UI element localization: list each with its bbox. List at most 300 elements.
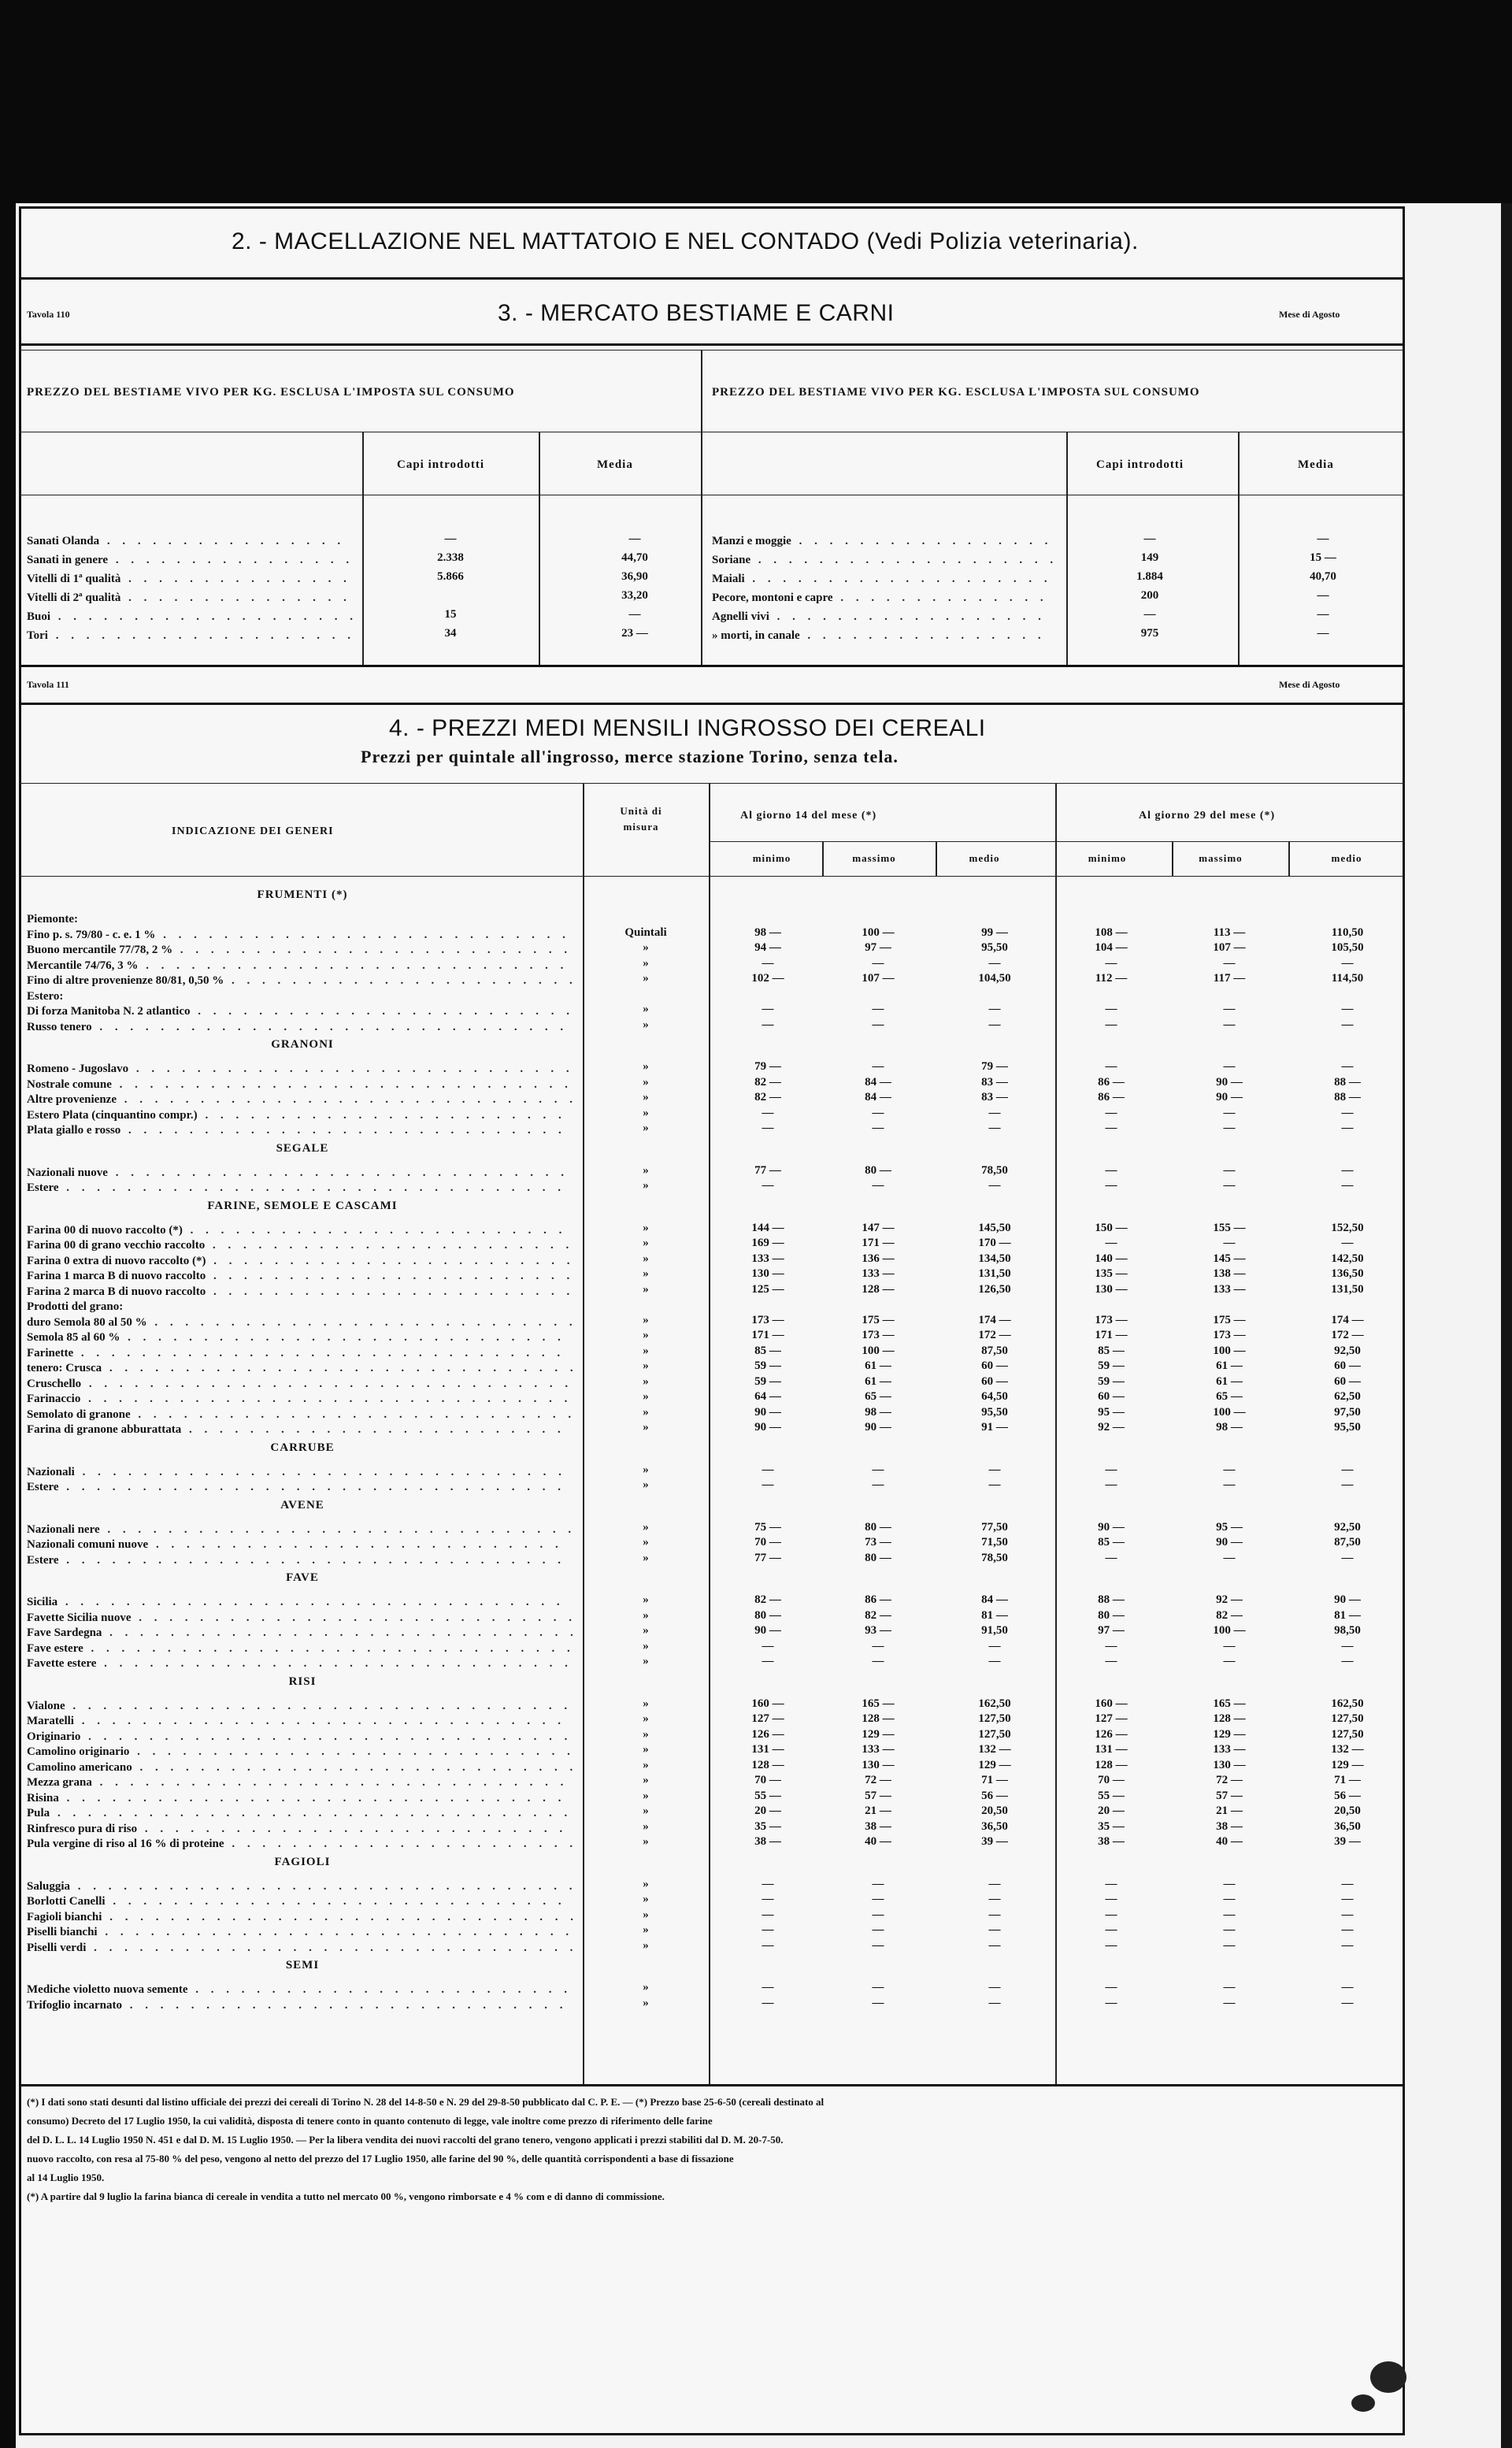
price-value: 128 — [751,1758,784,1771]
price-value: 126 — [1095,1727,1128,1741]
price-value: 127,50 [1331,1727,1364,1741]
price-value: 79 — [754,1060,781,1073]
unit-of-measure: » [643,1478,649,1491]
price-value: 92,50 [1334,1520,1361,1534]
price-value: 78,50 [981,1551,1008,1564]
price-value: 71,50 [981,1536,1008,1549]
unit-of-measure: » [643,1344,649,1357]
section3-left-header: PREZZO DEL BESTIAME VIVO PER KG. ESCLUSA L'IMPOSTA SUL CONSUMO [27,386,515,399]
unit-of-measure: » [643,1712,649,1725]
price-value: — [872,1923,884,1936]
unit-of-measure: » [643,1520,649,1534]
price-value: 61 — [1216,1359,1243,1372]
unit-of-measure: » [643,1804,649,1817]
price-value: 82 — [754,1593,781,1606]
leader-dots: . . . . . . . . . . . . . . . . . . . . . . . . . . . . . . . [99,1020,569,1033]
price-value: — [1105,1996,1117,2009]
price-value: 129 — [1213,1727,1246,1741]
price-value: 142,50 [1331,1252,1364,1265]
price-value: — [872,1003,884,1015]
price-value: 60 — [1098,1390,1125,1403]
price-value: 90 — [754,1624,781,1637]
price-value: — [872,1478,884,1491]
price-value: — [1223,1877,1236,1890]
price-value: 82 — [754,1091,781,1103]
price-value: 57 — [1216,1789,1243,1802]
price-value: — [988,1018,1001,1031]
price-value: 56 — [1334,1789,1361,1802]
cereal-row-label: Di forza Manitoba N. 2 atlantico . . . . . . . . . . . . . . . . . . . . . . . . . [27,1003,578,1020]
livestock-row-label: Pecore, montoni e capre . . . . . . . . . . . . . . [712,589,1058,606]
col-g14-header: Al giorno 14 del mese (*) [740,810,877,822]
price-value: — [1341,1893,1354,1905]
section3-title: 3. - MERCATO BESTIAME E CARNI [498,300,895,326]
price-value: 64 — [754,1390,781,1403]
price-value: — [1223,1996,1236,2009]
price-value: 100 — [862,925,895,939]
cereal-row-label: Prodotti del grano: [27,1300,124,1313]
price-value: 127 — [751,1712,784,1725]
leader-dots: . . . . . . . . . . . . . . . . . . . . . . . . . . . . . . . [99,1776,569,1789]
cereal-row-label: Buono mercantile 77/78, 2 % . . . . . . . . . . . . . . . . . . . . . . . . . . [27,941,578,959]
price-value: — [1223,1463,1236,1476]
unit-of-measure: » [643,972,649,985]
cereal-row-label: Piemonte: [27,913,78,925]
price-value: — [762,1938,774,1952]
price-value: — [1105,1908,1117,1921]
price-value: 127 — [1095,1712,1128,1725]
price-value: 130 — [862,1758,895,1771]
leader-dots: . . . . . . . . . . . . . . . [128,573,351,585]
leader-dots: . . . . . . . . . . . . . . . . . . . . . . . . . . . [155,1538,563,1551]
livestock-media: — [1317,532,1329,545]
cereal-row-label: Semolato di granone . . . . . . . . . . . . . . . . . . . . . . . . . . . . . [27,1406,578,1423]
price-value: 128 — [1213,1712,1246,1725]
scan-blot [1351,2394,1375,2412]
price-value: 60 — [981,1374,1008,1388]
price-value: 171 — [751,1329,784,1341]
livestock-media: — [628,532,641,545]
leader-dots: . . . . . . . . . . . . . . . . . . . . . . . . . [190,1223,567,1237]
price-value: 85 — [1098,1536,1125,1549]
price-value: 82 — [1216,1608,1243,1622]
price-value: 20 — [1098,1804,1125,1817]
price-value: 112 — [1095,972,1128,985]
price-value: 110,50 [1331,925,1364,939]
livestock-row-label: Vitelli di 2ª qualità . . . . . . . . . . . . . . . [27,589,358,606]
livestock-row-label: Buoi . . . . . . . . . . . . . . . . . . . . [27,608,358,625]
leader-dots: . . . . . . . . . . . . . . . . . . . . . . . . . . [180,944,573,956]
price-value: — [1341,1938,1354,1952]
price-value: 77 — [754,1551,781,1564]
unit-of-measure: » [643,1593,649,1606]
cereal-row-label: Favette Sicilia nuove . . . . . . . . . . . . . . . . . . . . . . . . . . . . . [27,1609,578,1626]
price-value: — [988,1179,1001,1192]
leader-dots: . . . . . . . . . . . . . . . . . . . . . . . . . . . . . [139,1760,578,1774]
cereal-row-label: Nazionali nuove . . . . . . . . . . . . . . . . . . . . . . . . . . . . . . [27,1164,578,1181]
price-value: — [762,1996,774,2009]
price-value: — [988,1893,1001,1905]
price-value: — [1223,1655,1236,1667]
footnote-line: nuovo raccolto, con resa al 75-80 % del peso, vengono al netto del prezzo del 17 Luglio 1950, alle farine del 90 %, delle quantità corrispondenti a base di fissazione [27,2153,734,2164]
price-value: 130 — [1095,1282,1128,1296]
unit-of-measure: » [643,1551,649,1564]
price-value: 95,50 [981,1405,1008,1419]
price-value: — [1341,1179,1354,1192]
divider [936,841,937,876]
col-unita-header: Unità di misura [620,805,662,833]
price-value: — [872,1908,884,1921]
price-value: 61 — [865,1374,891,1388]
price-value: 38 — [1098,1835,1125,1848]
cereal-row-label: Piselli verdi . . . . . . . . . . . . . . . . . . . . . . . . . . . . . . . . [27,1939,578,1957]
leader-dots: . . . . . . . . . . . . . . . . . . . . . . . . . [189,1423,565,1436]
price-value: — [1341,1877,1354,1890]
livestock-row-label: Sanati in genere . . . . . . . . . . . . . . . . [27,551,358,569]
price-value: 117 — [1213,972,1246,985]
unit-of-measure: » [643,1075,649,1089]
price-value: — [988,1122,1001,1134]
cereal-row-label: Estero: [27,989,64,1003]
leader-dots: . . . . . . . . . . . . . . . . . . . . . . . . . . . . . . . . [94,1941,578,1954]
cereal-row-label: Estero Plata (cinquantino compr.) . . . . . . . . . . . . . . . . . . . . . . . . [27,1107,578,1124]
section4-subtitle: Prezzi per quintale all'ingrosso, merce stazione Torino, senza tela. [361,747,899,766]
price-value: 133 — [1213,1282,1246,1296]
price-value: 173 — [1213,1329,1246,1341]
price-value: — [1223,1163,1236,1177]
cereal-row-label: Nazionali comuni nuove . . . . . . . . . . . . . . . . . . . . . . . . . . . [27,1536,578,1553]
leader-dots: . . . . . . . . . . . . . . . . . . . . . . . . . [198,1005,574,1018]
unit-of-measure: » [643,1938,649,1952]
price-value: 56 — [981,1789,1008,1802]
price-value: 175 — [1213,1313,1246,1326]
price-value: 59 — [754,1374,781,1388]
unit-of-measure: » [643,1359,649,1372]
divider [19,665,1405,667]
price-value: 162,50 [978,1697,1011,1710]
price-value: — [1223,1938,1236,1952]
price-value: 86 — [865,1593,891,1606]
livestock-row-label: Agnelli vivi . . . . . . . . . . . . . . . . . . [712,608,1058,625]
price-value: 87,50 [1334,1536,1361,1549]
livestock-media: 36,90 [621,570,648,583]
leader-dots: . . . . . . . . . . . . . . . . . . . . . . . . . . . . . . . [104,1657,573,1670]
livestock-capi: — [1143,532,1156,545]
cereal-row-label: Fave estere . . . . . . . . . . . . . . . . . . . . . . . . . . . . . . . . [27,1640,578,1657]
price-value: 99 — [981,925,1008,939]
leader-dots: . . . . . . . . . . . . . . . . . . . . . . . . . . . . . [129,1998,568,2012]
group-heading: GRANONI [271,1038,334,1051]
price-value: 70 — [754,1774,781,1786]
price-value: 130 — [751,1267,784,1280]
price-value: — [1105,1463,1117,1476]
unit-of-measure: » [643,1106,649,1119]
footnote-line: al 14 Luglio 1950. [27,2172,105,2183]
unit-of-measure: » [643,1639,649,1652]
group-heading: FARINE, SEMOLE E CASCAMI [207,1199,398,1212]
price-value: — [1341,1639,1354,1652]
price-value: 131,50 [978,1267,1011,1280]
price-value: — [1223,1060,1236,1073]
leader-dots: . . . . . . . . . . . . . . . . . . . . . . . . . . . . . . . . . [77,1879,577,1893]
price-value: — [988,1923,1001,1936]
livestock-capi: 15 [444,608,457,621]
divider [19,277,1405,280]
price-value: 20 — [754,1804,781,1817]
price-value: — [762,1003,774,1015]
cereal-row-label: Estere . . . . . . . . . . . . . . . . . . . . . . . . . . . . . . . . . [27,1552,578,1569]
cereal-row-label: Fagioli bianchi . . . . . . . . . . . . . . . . . . . . . . . . . . . . . . . [27,1908,578,1926]
cereal-row-label: Estere . . . . . . . . . . . . . . . . . . . . . . . . . . . . . . . . . [27,1179,578,1196]
price-value: 20,50 [1334,1804,1361,1817]
group-heading: FRUMENTI (*) [257,888,348,901]
price-value: 105,50 [1331,941,1364,954]
livestock-media: 44,70 [621,551,648,564]
price-value: — [1105,1163,1117,1177]
price-value: 145 — [1213,1252,1246,1265]
leader-dots: . . . . . . . . . . . . . . . . . . . . . . . . . . . . . . [119,1077,573,1091]
leader-dots: . . . . . . . . . . . . . . . . . . . . [55,629,355,642]
price-value: 92,50 [1334,1344,1361,1357]
price-value: — [1105,1923,1117,1936]
cereal-row-label: Piselli bianchi . . . . . . . . . . . . . . . . . . . . . . . . . . . . . . . [27,1923,578,1941]
price-value: 147 — [862,1221,895,1234]
price-value: 39 — [981,1835,1008,1848]
leader-dots: . . . . . . . . . . . . . . . . . . . . . . . . [213,1254,575,1267]
cereal-row-label: Pula . . . . . . . . . . . . . . . . . . . . . . . . . . . . . . . . . . [27,1804,578,1822]
col-media-left: Media [597,458,633,471]
divider [19,703,1405,705]
price-value: 127,50 [1331,1712,1364,1725]
price-value: 82 — [865,1608,891,1622]
cereal-row-label: duro Semola 80 al 50 % . . . . . . . . . . . . . . . . . . . . . . . . . . . . [27,1314,578,1331]
price-value: 160 — [751,1697,784,1710]
unit-of-measure: » [643,1536,649,1549]
unit-of-measure: » [643,1727,649,1741]
leader-dots: . . . . . . . . . . . . . . . . . . . . . . . . . . . . . . [115,1166,569,1179]
unit-of-measure: » [643,1923,649,1936]
price-value: 98 — [754,925,781,939]
cereal-row-label: Farinette . . . . . . . . . . . . . . . . . . . . . . . . . . . . . . . . [27,1345,578,1362]
price-value: 98,50 [1334,1624,1361,1637]
footnote-line: consumo) Decreto del 17 Luglio 1950, la cui validità, disposta di tenere conto in quanto contenuto di legge, vale inoltre come prezzo di riferimento delle farine [27,2115,713,2127]
price-value: — [762,1106,774,1119]
livestock-media: — [1317,608,1329,621]
price-value: 126,50 [978,1282,1011,1296]
price-value: — [872,1018,884,1031]
livestock-row-label: » morti, in canale . . . . . . . . . . . . . . . . [712,627,1058,644]
price-value: 174 — [1331,1313,1364,1326]
leader-dots: . . . . . . . . . . . . . . . . . . . . . . . . . . . . . . . . [88,1730,573,1743]
price-value: — [762,1463,774,1476]
price-value: — [762,1018,774,1031]
price-value: — [1223,1237,1236,1249]
price-value: 173 — [862,1329,895,1341]
col-medio: medio [969,852,1000,864]
tavola-111: Tavola 111 [27,679,69,690]
unit-of-measure: » [643,1908,649,1921]
price-value: 90 — [1216,1536,1243,1549]
unit-of-measure: » [643,1758,649,1771]
col-generi-header: INDICAZIONE DEI GENERI [172,825,334,837]
leader-dots: . . . . . . . . . . . . . . . . . . . . . . . . . . . . . . . . . [66,1791,566,1804]
livestock-media: 23 — [621,627,648,640]
unit-of-measure: » [643,1091,649,1103]
price-value: 80 — [865,1520,891,1534]
cereal-row-label: Trifoglio incarnato . . . . . . . . . . . . . . . . . . . . . . . . . . . . . [27,1997,578,2014]
price-value: 80 — [865,1551,891,1564]
price-value: — [988,1478,1001,1491]
price-value: 125 — [751,1282,784,1296]
price-value: 38 — [754,1835,781,1848]
leader-dots: . . . . . . . . . . . . . . . . [115,554,354,566]
price-value: 165 — [1213,1697,1246,1710]
price-value: 90 — [1098,1520,1125,1534]
price-value: — [762,1639,774,1652]
price-value: 35 — [754,1819,781,1833]
price-value: 171 — [1095,1329,1128,1341]
cereal-row-label: Estere . . . . . . . . . . . . . . . . . . . . . . . . . . . . . . . . . [27,1478,578,1496]
price-value: — [988,1463,1001,1476]
price-value: 81 — [981,1608,1008,1622]
group-heading: SEGALE [276,1141,329,1155]
price-value: 127,50 [978,1712,1011,1725]
price-value: — [1341,1981,1354,1994]
price-value: — [988,1106,1001,1119]
price-value: — [762,1478,774,1491]
cereal-row-label: Rinfresco pura di riso . . . . . . . . . . . . . . . . . . . . . . . . . . . . [27,1820,578,1838]
price-value: 107 — [1213,941,1246,954]
price-value: — [1223,1893,1236,1905]
unit-of-measure: » [643,1179,649,1192]
cereal-row-label: Fave Sardegna . . . . . . . . . . . . . . . . . . . . . . . . . . . . . . . [27,1624,578,1641]
section4-title: 4. - PREZZI MEDI MENSILI INGROSSO DEI CEREALI [389,715,986,741]
price-value: 59 — [754,1359,781,1372]
divider [19,350,1405,351]
price-value: 40 — [865,1835,891,1848]
price-value: 95 — [1216,1520,1243,1534]
price-value: 40 — [1216,1835,1243,1848]
price-value: 128 — [1095,1758,1128,1771]
price-value: 88 — [1334,1075,1361,1089]
price-value: — [872,1106,884,1119]
price-value: 78,50 [981,1163,1008,1177]
price-value: 65 — [865,1390,891,1403]
price-value: 38 — [1216,1819,1243,1833]
leader-dots: . . . . . . . . . . . . . . . . . . . . . . . . . . . . . . . [109,1362,578,1374]
leader-dots: . . . . . . . . . . . . . . . . . . . . . . . . . . . . . . . . . [66,1481,566,1493]
price-value: 127,50 [978,1727,1011,1741]
price-value: — [762,1908,774,1921]
price-value: 95,50 [1334,1421,1361,1434]
price-value: — [872,1938,884,1952]
price-value: — [1105,1478,1117,1491]
leader-dots: . . . . . . . . . . . . . . . . . . . . . . . . . . . . . . . . . [72,1699,573,1712]
price-value: 136,50 [1331,1267,1364,1280]
unit-of-measure: » [643,1743,649,1756]
unit-of-measure: » [643,1996,649,2009]
unit-of-measure: » [643,1252,649,1265]
price-value: — [762,1923,774,1936]
price-value: 165 — [862,1697,895,1710]
price-value: 80 — [1098,1608,1125,1622]
price-value: 88 — [1098,1593,1125,1606]
footnote-line: (*) A partire dal 9 luglio la farina bianca di cereale in vendita a tutto nel mercato 00 %, vengono rimborsate e 4 % com e di danno di commissione. [27,2190,665,2202]
leader-dots: . . . . . . . . . . . . . . . . . . . . . . . . . . . . . . . . . [66,1553,566,1567]
price-value: 155 — [1213,1221,1246,1234]
leader-dots: . . . . . . . . . . . . . . . . [106,535,346,547]
price-value: 59 — [1098,1359,1125,1372]
unit-of-measure: » [643,1981,649,1994]
col-minimo-2: minimo [1088,852,1127,864]
price-value: — [1223,1018,1236,1031]
price-value: — [1341,956,1354,970]
price-value: 134,50 [978,1252,1011,1265]
price-value: 91 — [981,1421,1008,1434]
leader-dots: . . . . . . . . . . . . . . . . . . . . . . . . . . . . . [128,1124,566,1137]
price-value: — [1341,1908,1354,1921]
section3-month: Mese di Agosto [1279,309,1340,320]
price-value: 60 — [1334,1359,1361,1372]
unit-of-measure: » [643,1774,649,1786]
price-value: 86 — [1098,1075,1125,1089]
leader-dots: . . . . . . . . . . . . . . . . . . . . . . . . . . . . . . [113,1895,566,1908]
price-value: — [1341,1551,1354,1564]
price-value: 84 — [981,1593,1008,1606]
price-value: 65 — [1216,1390,1243,1403]
price-value: 84 — [865,1075,891,1089]
price-value: 90 — [1216,1075,1243,1089]
price-value: 128 — [862,1282,895,1296]
livestock-capi: — [1143,608,1156,621]
price-value: 133 — [862,1267,895,1280]
price-value: — [762,1122,774,1134]
group-heading: AVENE [280,1498,324,1511]
leader-dots: . . . . . . . . . . . . . . [840,592,1048,604]
price-value: — [1223,1478,1236,1491]
col-media-right: Media [1298,458,1334,471]
price-value: 91,50 [981,1624,1008,1637]
price-value: — [988,1938,1001,1952]
price-value: 94 — [754,941,781,954]
price-value: 92 — [1098,1421,1125,1434]
leader-dots: . . . . . . . . . . . . . . . . . . . . . . . . . . . [163,928,570,941]
cereal-row-label: Nazionali . . . . . . . . . . . . . . . . . . . . . . . . . . . . . . . . [27,1463,578,1481]
livestock-capi: 5.866 [437,570,464,583]
unit-of-measure: » [643,1697,649,1710]
price-value: — [1105,1877,1117,1890]
price-value: — [1105,956,1117,970]
price-value: 133 — [1213,1743,1246,1756]
price-value: 160 — [1095,1697,1128,1710]
cereal-row-label: Camolino americano . . . . . . . . . . . . . . . . . . . . . . . . . . . . . [27,1759,578,1776]
divider [822,841,824,876]
cereal-row-label: Mercantile 74/76, 3 % . . . . . . . . . . . . . . . . . . . . . . . . . . . . [27,957,578,974]
divider [362,432,364,665]
price-value: 129 — [1331,1758,1364,1771]
price-value: — [1105,1938,1117,1952]
scan-border-right [1501,203,1512,2448]
price-value: — [988,1877,1001,1890]
leader-dots: . . . . . . . . . . . . . . . . . . . . . . . . [213,1270,575,1282]
price-value: 98 — [865,1405,891,1419]
unit-of-measure: » [643,941,649,954]
price-value: — [872,956,884,970]
leader-dots: . . . . . . . . . . . . . . . . . . . . . . . . . . . . . . . . [82,1465,566,1478]
divider [709,841,1405,842]
price-value: — [872,1122,884,1134]
group-heading: CARRUBE [270,1441,335,1454]
